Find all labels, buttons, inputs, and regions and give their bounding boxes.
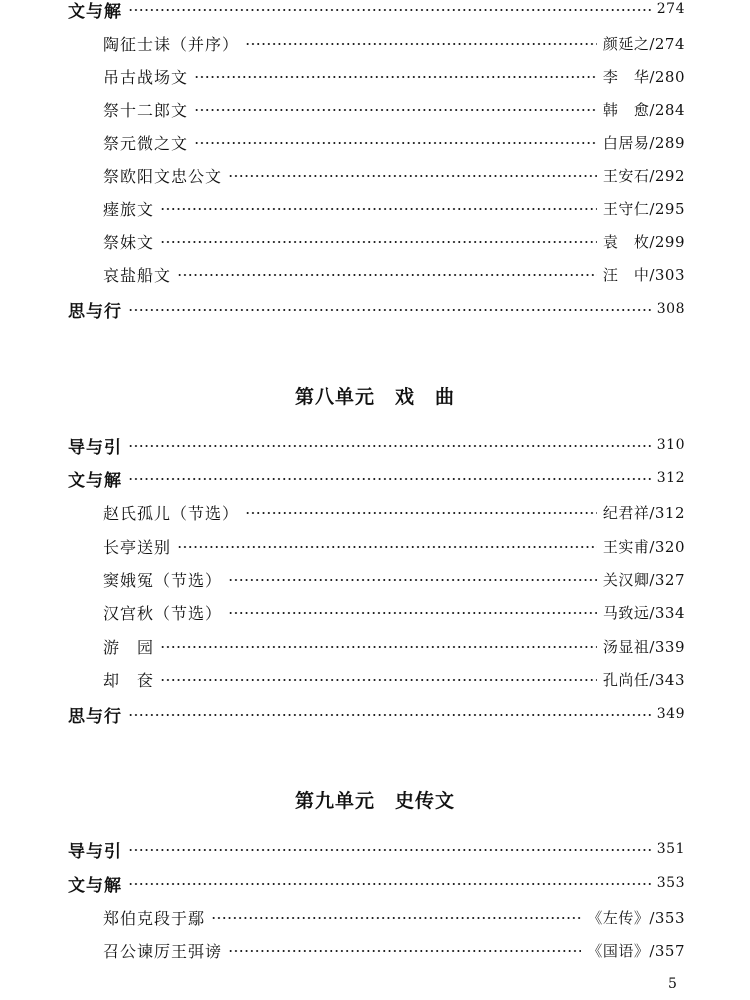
section-title: 导与引 <box>68 841 122 862</box>
entry-title: 陶征士诔（并序） <box>103 34 240 54</box>
toc-section-row <box>68 869 685 897</box>
toc-entry-row <box>103 665 685 693</box>
dot-leader <box>128 883 651 885</box>
entry-title: 窦娥冤（节选） <box>103 570 223 590</box>
author-page-ref: 汪 中/303 <box>602 265 685 284</box>
unit-heading: 第八单元 戏 曲 <box>294 386 455 408</box>
entry-title: 祭十二郎文 <box>103 100 189 120</box>
author-page-ref: 王守仁/295 <box>602 199 685 218</box>
author-page-ref: 纪君祥/312 <box>602 503 685 522</box>
page-ref: 308 <box>656 301 685 317</box>
toc-section-row <box>68 295 685 323</box>
dot-leader <box>128 714 651 716</box>
toc-section-row <box>68 835 685 863</box>
dot-leader <box>245 43 597 45</box>
author-page-ref: 王实甫/320 <box>602 537 685 556</box>
dot-leader <box>194 109 597 111</box>
toc-entry-row <box>103 598 685 626</box>
toc-entry-row <box>103 29 685 57</box>
toc-section-row <box>68 431 685 459</box>
dot-leader <box>128 309 651 311</box>
section-title: 导与引 <box>68 437 122 458</box>
dot-leader <box>228 612 597 614</box>
page-ref: 353 <box>656 875 685 891</box>
toc-entry-row <box>103 565 685 593</box>
dot-leader <box>128 849 651 851</box>
dot-leader <box>228 175 597 177</box>
author-page-ref: 王安石/292 <box>602 166 685 185</box>
toc-section-row <box>68 0 685 23</box>
author-page-ref: 孔尚任/343 <box>602 670 685 689</box>
dot-leader <box>160 679 597 681</box>
toc-section-row <box>68 700 685 728</box>
dot-leader <box>211 917 581 919</box>
section-title: 文与解 <box>68 875 122 896</box>
entry-title: 祭欧阳文忠公文 <box>103 166 223 186</box>
dot-leader <box>245 512 597 514</box>
entry-title: 祭妹文 <box>103 232 155 252</box>
dot-leader <box>228 950 581 952</box>
page-number: 5 <box>668 976 677 992</box>
dot-leader <box>177 546 597 548</box>
author-page-ref: 韩 愈/284 <box>602 100 685 119</box>
page-ref: 351 <box>656 841 685 857</box>
toc-entry-row <box>103 936 685 964</box>
entry-title: 汉宫秋（节选） <box>103 603 223 623</box>
dot-leader <box>160 208 597 210</box>
toc-entry-row <box>103 498 685 526</box>
dot-leader <box>194 76 597 78</box>
source-page-ref: 《左传》/353 <box>587 908 685 927</box>
dot-leader <box>128 445 651 447</box>
entry-title: 祭元微之文 <box>103 133 189 153</box>
author-page-ref: 关汉卿/327 <box>602 570 685 589</box>
author-page-ref: 马致远/334 <box>602 603 685 622</box>
source-page-ref: 《国语》/357 <box>587 941 685 960</box>
entry-title: 却 奁 <box>103 670 155 690</box>
page-ref: 274 <box>656 1 685 17</box>
dot-leader <box>160 646 597 648</box>
page-ref: 312 <box>656 470 685 486</box>
entry-title: 赵氏孤儿（节选） <box>103 503 240 523</box>
author-page-ref: 汤显祖/339 <box>602 637 685 656</box>
section-title: 文与解 <box>68 1 122 22</box>
entry-title: 游 园 <box>103 637 155 657</box>
author-page-ref: 白居易/289 <box>602 133 685 152</box>
page-ref: 349 <box>656 706 685 722</box>
dot-leader <box>160 241 597 243</box>
toc-entry-row <box>103 62 685 90</box>
section-title: 文与解 <box>68 470 122 491</box>
author-page-ref: 颜延之/274 <box>602 34 685 53</box>
dot-leader <box>128 9 651 11</box>
toc-entry-row <box>103 632 685 660</box>
page-ref: 310 <box>656 437 685 453</box>
dot-leader <box>194 142 597 144</box>
entry-title: 召公谏厉王弭谤 <box>103 941 223 961</box>
toc-entry-row <box>103 95 685 123</box>
toc-entry-row <box>103 903 685 931</box>
author-page-ref: 李 华/280 <box>602 67 685 86</box>
section-title: 思与行 <box>68 706 122 727</box>
entry-title: 瘗旅文 <box>103 199 155 219</box>
entry-title: 长亭送别 <box>103 537 172 557</box>
author-page-ref: 袁 枚/299 <box>602 232 685 251</box>
dot-leader <box>177 274 597 276</box>
entry-title: 哀盐船文 <box>103 265 172 285</box>
toc-entry-row <box>103 532 685 560</box>
dot-leader <box>128 478 651 480</box>
toc-entry-row <box>103 260 685 288</box>
toc-entry-row <box>103 161 685 189</box>
section-title: 思与行 <box>68 301 122 322</box>
unit-heading: 第九单元 史传文 <box>294 790 455 812</box>
toc-entry-row <box>103 128 685 156</box>
toc-entry-row <box>103 194 685 222</box>
entry-title: 吊古战场文 <box>103 67 189 87</box>
toc-entry-row <box>103 227 685 255</box>
entry-title: 郑伯克段于鄢 <box>103 908 206 928</box>
dot-leader <box>228 579 597 581</box>
toc-section-row <box>68 464 685 492</box>
